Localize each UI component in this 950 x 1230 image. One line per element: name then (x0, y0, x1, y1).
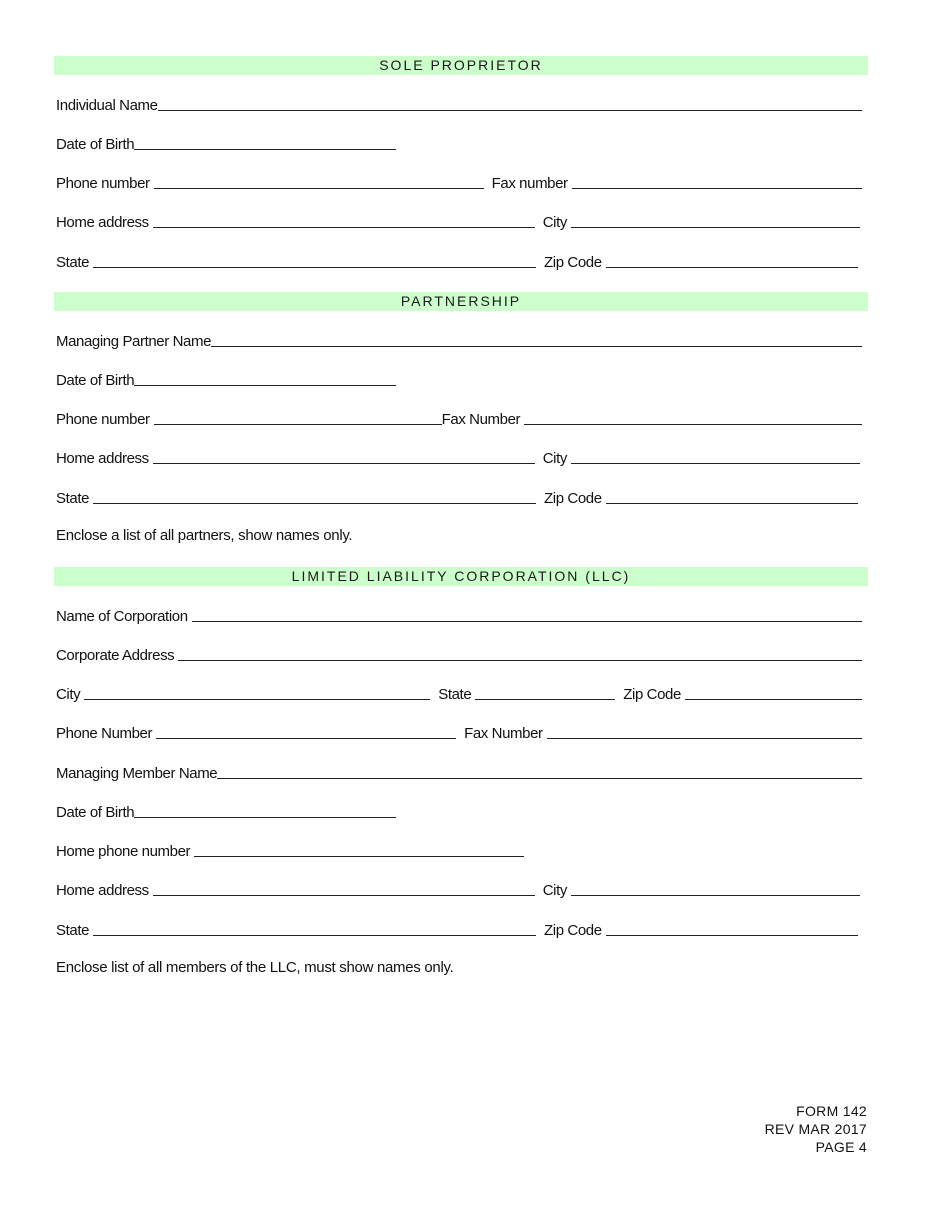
label-sp-city: City (542, 214, 567, 231)
row-name-of-corporation (56, 605, 864, 625)
label-p-date-of-birth: Date of Birth (56, 372, 135, 389)
label-p-home-address: Home address (56, 450, 149, 467)
row-p-date-of-birth (56, 369, 864, 389)
label-p-zip-code: Zip Code (544, 490, 602, 507)
field-p-state[interactable] (93, 503, 536, 504)
footer-form-number: FORM 142 (796, 1103, 867, 1119)
label-sp-zip-code: Zip Code (544, 254, 602, 271)
row-individual-name (56, 94, 864, 114)
label-p-city: City (542, 450, 567, 467)
row-sp-date-of-birth (56, 133, 864, 153)
label-llc-city: City (56, 686, 81, 703)
field-sp-fax-number[interactable] (572, 188, 862, 189)
field-llc-zip-code[interactable] (685, 699, 862, 700)
section-heading-partnership: PARTNERSHIP (54, 292, 868, 311)
partnership-note: Enclose a list of all partners, show names only. (56, 527, 353, 544)
field-p-home-address[interactable] (153, 463, 535, 464)
label-individual-name: Individual Name (56, 97, 158, 114)
footer-revision: REV MAR 2017 (764, 1121, 867, 1137)
label-sp-date-of-birth: Date of Birth (56, 136, 135, 153)
label-corporate-address: Corporate Address (56, 647, 175, 664)
field-corporate-address[interactable] (178, 660, 862, 661)
label-llc-state: State (438, 686, 472, 703)
field-llc-state[interactable] (475, 699, 615, 700)
field-p-date-of-birth[interactable] (134, 385, 396, 386)
label-llc-fax-number: Fax Number (464, 725, 543, 742)
label-managing-member-name: Managing Member Name (56, 765, 218, 782)
field-p-zip-code[interactable] (606, 503, 858, 504)
field-managing-partner-name[interactable] (211, 346, 862, 347)
field-home-phone-number[interactable] (194, 856, 524, 857)
label-name-of-corporation: Name of Corporation (56, 608, 188, 625)
label-p-state: State (56, 490, 90, 507)
field-llc-fax-number[interactable] (547, 738, 862, 739)
label-llc-date-of-birth: Date of Birth (56, 804, 135, 821)
field-llc-phone-number[interactable] (156, 738, 456, 739)
row-p-phone-fax (56, 408, 864, 428)
field-individual-name[interactable] (158, 110, 862, 111)
llc-note: Enclose list of all members of the LLC, must show names only. (56, 959, 454, 976)
field-llc-home-city[interactable] (571, 895, 860, 896)
field-p-city[interactable] (571, 463, 860, 464)
label-sp-phone-number: Phone number (56, 175, 150, 192)
field-llc-city[interactable] (84, 699, 430, 700)
label-sp-state: State (56, 254, 90, 271)
row-llc-date-of-birth (56, 801, 864, 821)
row-corporate-address (56, 644, 864, 664)
label-llc-home-city: City (542, 882, 567, 899)
field-managing-member-name[interactable] (217, 778, 862, 779)
section-heading-llc: LIMITED LIABILITY CORPORATION (LLC) (54, 567, 868, 586)
label-llc-phone-number: Phone Number (56, 725, 153, 742)
row-llc-city-state-zip (56, 683, 864, 703)
label-llc-home-zip-code: Zip Code (544, 922, 602, 939)
label-llc-home-address: Home address (56, 882, 149, 899)
label-managing-partner-name: Managing Partner Name (56, 333, 212, 350)
row-managing-partner-name (56, 330, 864, 350)
field-sp-city[interactable] (571, 227, 860, 228)
field-llc-home-state[interactable] (93, 935, 536, 936)
field-sp-state[interactable] (93, 267, 536, 268)
row-sp-home-address (56, 211, 864, 231)
field-p-phone-number[interactable] (154, 424, 442, 425)
field-name-of-corporation[interactable] (192, 621, 862, 622)
row-p-home-address (56, 447, 864, 467)
row-sp-state-zip (56, 251, 864, 271)
label-llc-zip-code: Zip Code (623, 686, 681, 703)
row-llc-home-address (56, 879, 864, 899)
field-sp-zip-code[interactable] (606, 267, 858, 268)
field-llc-home-address[interactable] (153, 895, 535, 896)
label-sp-fax-number: Fax number (491, 175, 568, 192)
row-llc-phone-fax (56, 722, 864, 742)
label-home-phone-number: Home phone number (56, 843, 191, 860)
field-p-fax-number[interactable] (524, 424, 862, 425)
field-llc-date-of-birth[interactable] (134, 817, 396, 818)
row-managing-member-name (56, 762, 864, 782)
row-home-phone-number (56, 840, 864, 860)
row-sp-phone-fax (56, 172, 864, 192)
field-llc-home-zip-code[interactable] (606, 935, 858, 936)
label-llc-home-state: State (56, 922, 90, 939)
label-sp-home-address: Home address (56, 214, 149, 231)
field-sp-date-of-birth[interactable] (134, 149, 396, 150)
field-sp-home-address[interactable] (153, 227, 535, 228)
row-llc-home-state-zip (56, 919, 864, 939)
label-p-phone-number: Phone number (56, 411, 150, 428)
label-p-fax-number: Fax Number (441, 411, 521, 428)
field-sp-phone-number[interactable] (154, 188, 484, 189)
form-footer (765, 1102, 867, 1156)
section-heading-sole-proprietor: SOLE PROPRIETOR (54, 56, 868, 75)
row-p-state-zip (56, 487, 864, 507)
footer-page-number: PAGE 4 (815, 1139, 867, 1155)
